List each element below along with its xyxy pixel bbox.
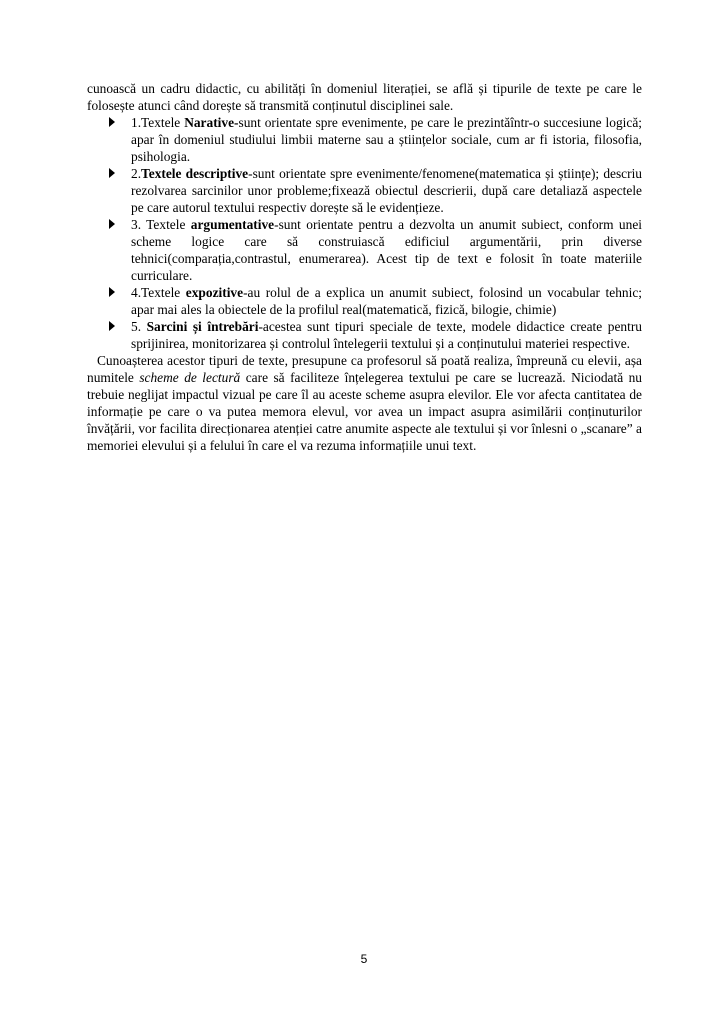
list-item: 4.Textele expozitive-au rolul de a explica un anumit subiect, folosind un vocabular tehnic; apar mai ales la obiectele de la profilul real(matematică, fizică, bilogie, chimie) <box>87 284 642 318</box>
triangle-bullet-icon <box>109 117 115 127</box>
page-number: 5 <box>360 952 368 966</box>
list-item: 1.Textele Narative-sunt orientate spre evenimente, pe care le prezintăîntr-o succesiune logică; apar în domeniul studiului limbii materne sau a științelor sociale, cum ar fi istoria, filosofia, psihologia. <box>87 114 642 165</box>
triangle-bullet-icon <box>109 219 115 229</box>
list-item: 3. Textele argumentative-sunt orientate pentru a dezvolta un anumit subiect, conform unei scheme logice care să construiască edificiul argumentării, prin diverse tehnici(comparația,contrastul, enumerarea). Acest tip de text e folosit în toate materiile curriculare. <box>87 216 642 284</box>
triangle-bullet-icon <box>109 287 115 297</box>
document-body <box>87 80 642 454</box>
text-types-list <box>87 114 642 352</box>
conclusion-paragraph: Cunoașterea acestor tipuri de texte, presupune ca profesorul să poată realiza, împreună cu elevii, așa numitele scheme de lectură care să faciliteze înțelegerea textului pe care se lucrează. Niciodată nu trebuie neglijat impactul vizual pe care îl au aceste scheme asupra elevilor. Ele vor afecta cantitatea de informație pe care o va putea memora elevul, vor avea un impact asupra asimilării conținuturilor învățării, vor facilita direcționarea atenției catre anumite aspecte ale textului și vor înlesni o „scanare” a memoriei elevului și a felului în care el va rezuma informațiile unui text. <box>87 353 643 453</box>
triangle-bullet-icon <box>109 321 115 331</box>
list-item: 2.Textele descriptive-sunt orientate spre evenimente/fenomene(matematica și științe); descriu rezolvarea sarcinilor unor probleme;fixează obiectul descrierii, după care detaliază aspectele pe care autorul textului respectiv dorește să le evidențieze. <box>87 165 642 216</box>
intro-paragraph: cunoască un cadru didactic, cu abilități în domeniul literației, se află și tipurile de texte pe care le folosește atunci când dorește să transmită conținutul disciplinei sale. <box>87 81 642 113</box>
list-item: 5. Sarcini și întrebări-acestea sunt tipuri speciale de texte, modele didactice create pentru sprijinirea, monitorizarea și controlul întelegerii textului și a conținutului materiei respective. <box>87 318 642 352</box>
triangle-bullet-icon <box>109 168 115 178</box>
